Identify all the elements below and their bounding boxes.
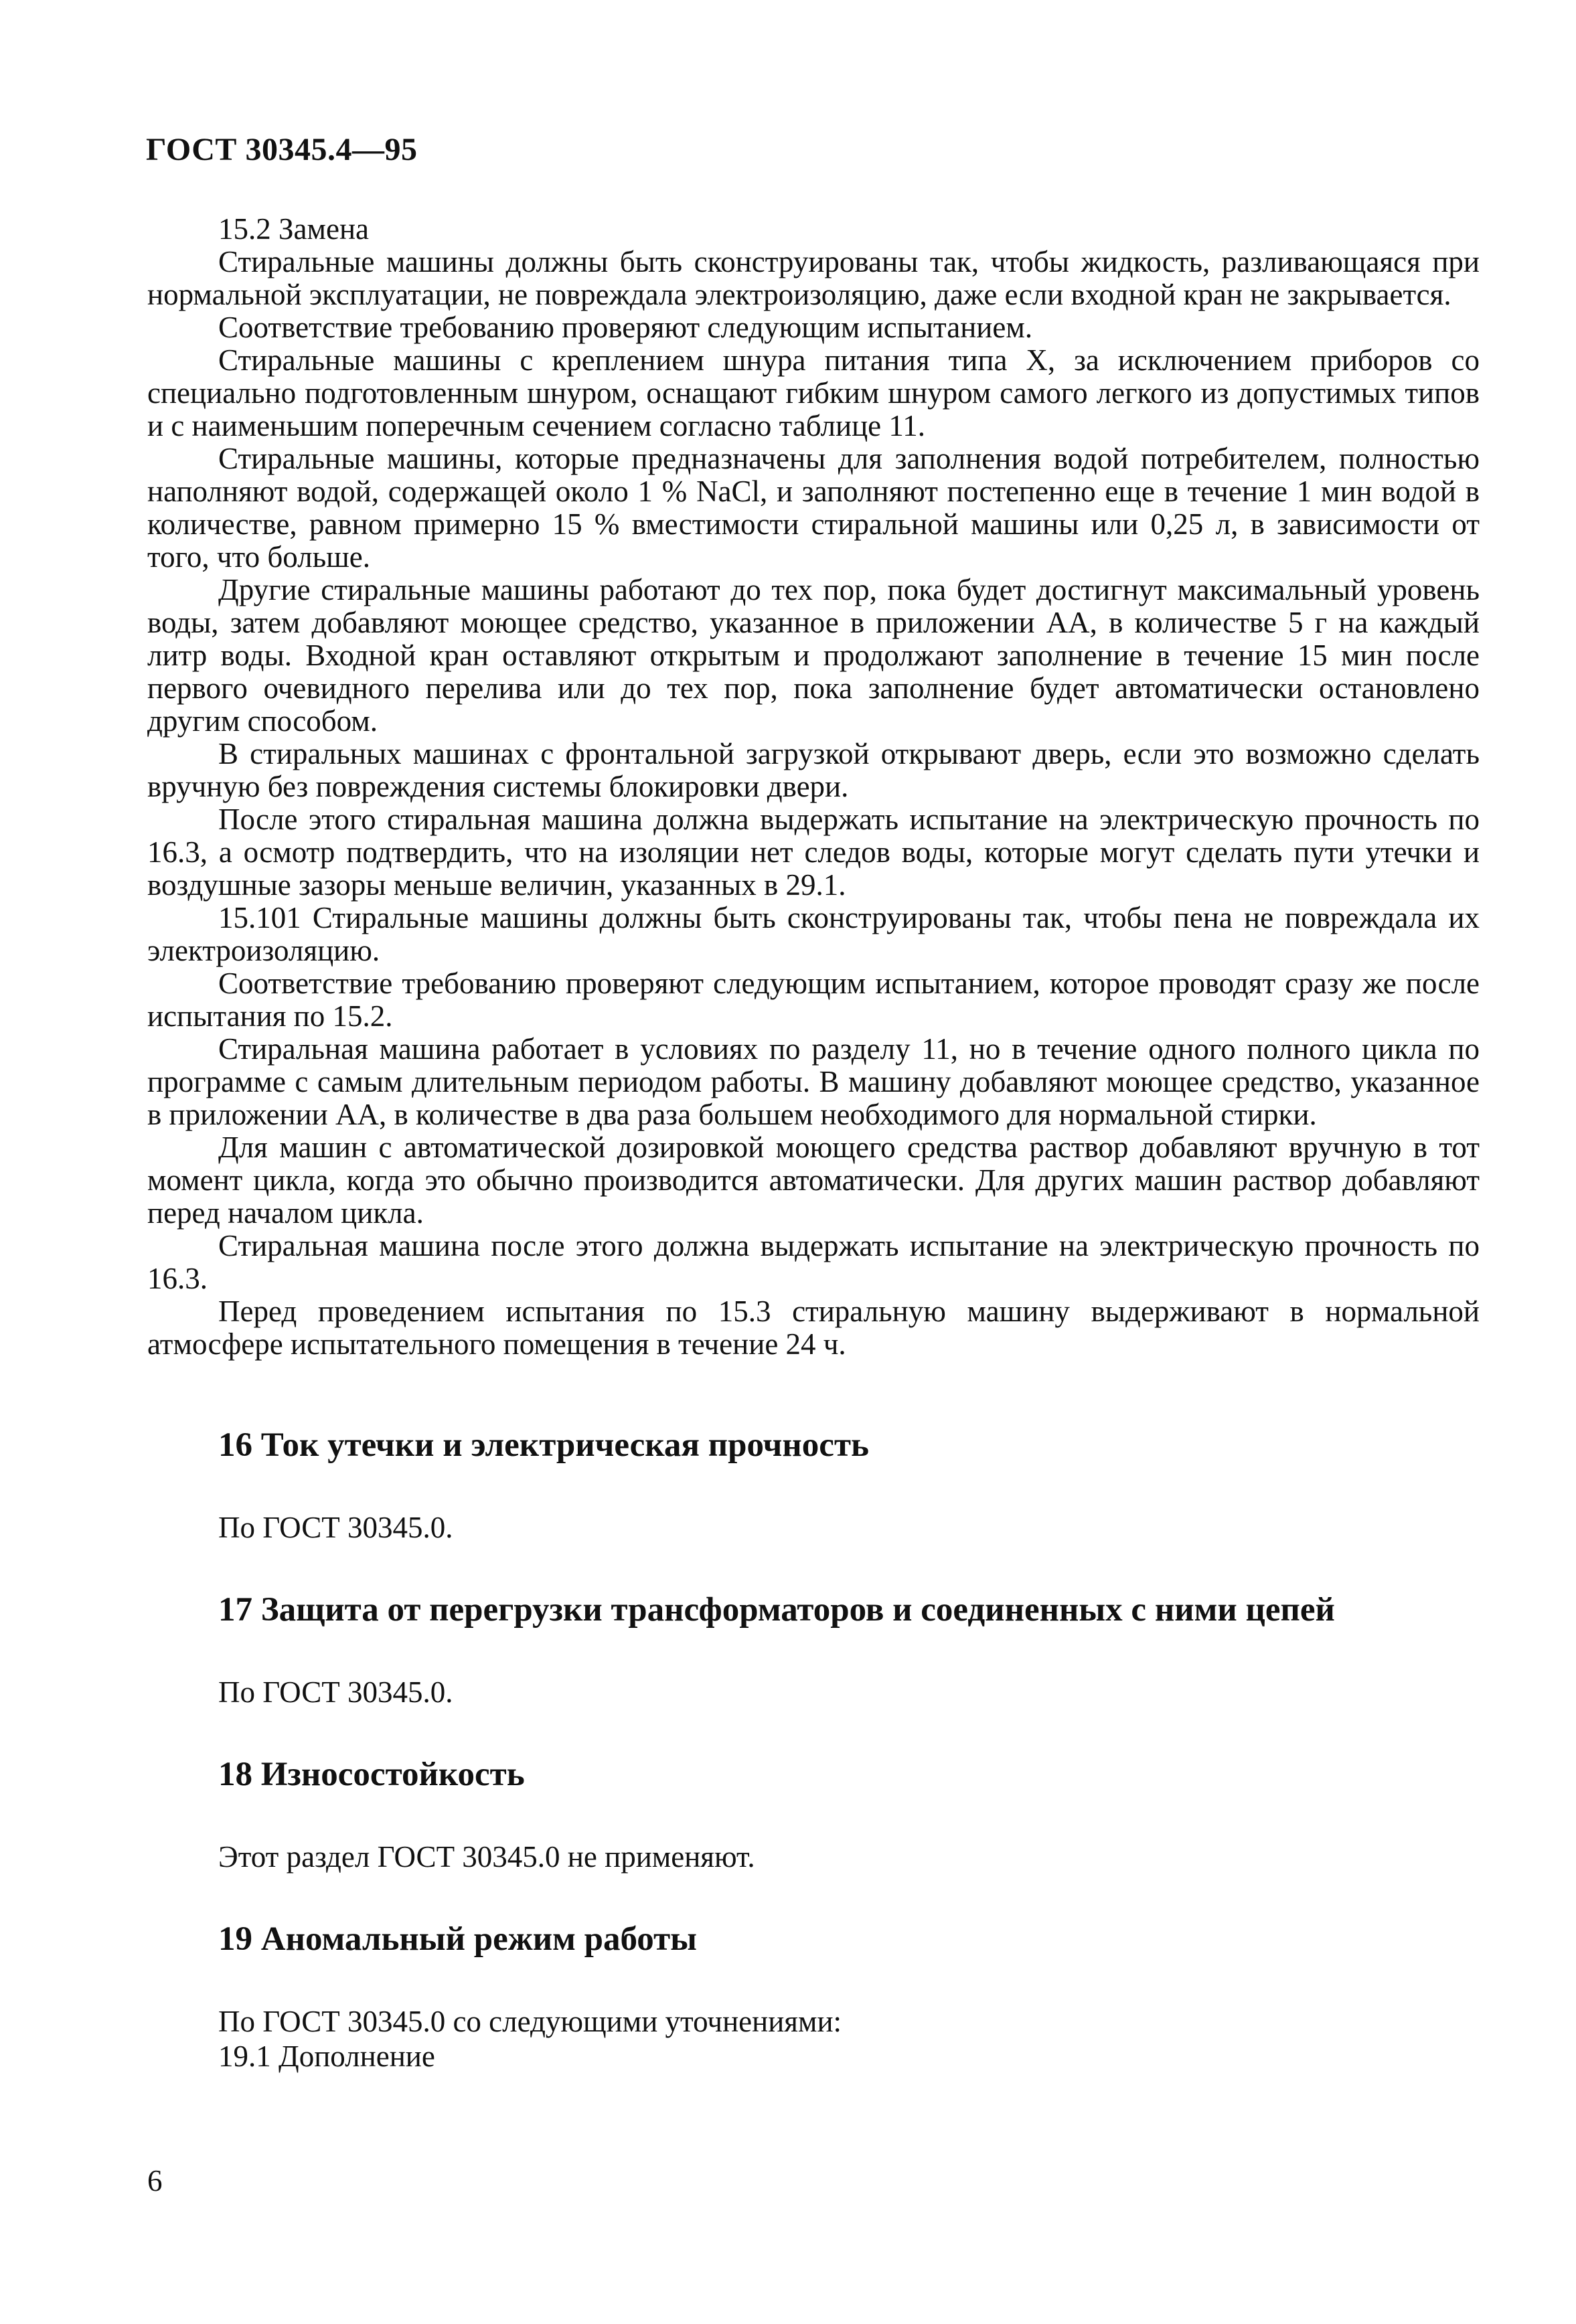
paragraph: В стиральных машинах с фронтальной загрузкой открывают дверь, если это возможно сделать вручную без повреждения системы блокировки двери. [147,737,1480,803]
section-17-title: 17 Защита от перегрузки трансформаторов и соединенных с ними цепей [218,1591,1335,1629]
paragraph: Стиральная машина работает в условиях по разделу 11, но в течение одного полного цикла по программе с самым длительным периодом работы. В машину добавляют моющее средство, указанное в приложении АА, в количестве в два раза большем необходимого для нормальной стирки. [147,1032,1480,1131]
paragraph: Стиральная машина после этого должна выдержать испытание на электрическую прочность по 16.3. [147,1229,1480,1295]
page-number: 6 [147,2164,163,2197]
section-19-text: По ГОСТ 30345.0 со следующими уточнениями: [218,2005,842,2038]
section-16-text: По ГОСТ 30345.0. [218,1511,453,1544]
section-18-text: Этот раздел ГОСТ 30345.0 не применяют. [218,1840,755,1874]
paragraph: Для машин с автоматической дозировкой моющего средства раствор добавляют вручную в тот момент цикла, когда это обычно производится автоматически. Для других машин раствор добавляют перед началом цикла. [147,1131,1480,1230]
paragraph: Стиральные машины, которые предназначены для заполнения водой потребителем, полностью наполняют водой, содержащей около 1 % NaCl, и заполняют постепенно еще в течение 1 мин водой в количестве, равном примерно 15 % вместимости стиральной машины или 0,25 л, в зависимости от того, что больше. [147,442,1480,574]
paragraph: Стиральные машины с креплением шнура питания типа X, за исключением приборов со специально подготовленным шнуром, оснащают гибким шнуром самого легкого из допустимых типов и с наименьшим поперечным сечением согласно таблице 11. [147,343,1480,442]
paragraph: После этого стиральная машина должна выдержать испытание на электрическую прочность по 16.3, а осмотр подтвердить, что на изоляции нет следов воды, которые могут сделать пути утечки и воздушные зазоры меньше величин, указанных в 29.1. [147,803,1480,902]
paragraph: Стиральные машины должны быть сконструированы так, чтобы жидкость, разливающаяся при нормальной эксплуатации, не повреждала электроизоляцию, даже если входной кран не закрывается. [147,245,1480,311]
section-19-title: 19 Аномальный режим работы [218,1920,697,1958]
section-19-1-subtext: 19.1 Дополнение [218,2040,435,2073]
paragraph: Соответствие требованию проверяют следующим испытанием. [218,311,1033,344]
section-17-text: По ГОСТ 30345.0. [218,1675,453,1709]
clause-15-101-paragraph: 15.101 Стиральные машины должны быть сконструированы так, чтобы пена не повреждала их электроизоляцию. [147,901,1480,967]
clause-15-body [147,213,1480,1361]
section-16-title: 16 Ток утечки и электрическая прочность [218,1426,869,1464]
clause-15-2-heading: 15.2 Замена [218,212,370,246]
paragraph: Другие стиральные машины работают до тех пор, пока будет достигнут максимальный уровень воды, затем добавляют моющее средство, указанное в приложении АА, в количестве 5 г на каждый литр воды. Входной кран оставляют открытым и продолжают заполнение в течение 15 мин после первого очевидного перелива или до тех пор, пока заполнение будет автоматически остановлено другим способом. [147,573,1480,738]
paragraph: Соответствие требованию проверяют следующим испытанием, которое проводят сразу же после испытания по 15.2. [147,967,1480,1033]
standard-header: ГОСТ 30345.4—95 [146,132,418,167]
section-18-title: 18 Износостойкость [218,1756,525,1793]
paragraph: Перед проведением испытания по 15.3 стиральную машину выдерживают в нормальной атмосфере испытательного помещения в течение 24 ч. [147,1295,1480,1361]
